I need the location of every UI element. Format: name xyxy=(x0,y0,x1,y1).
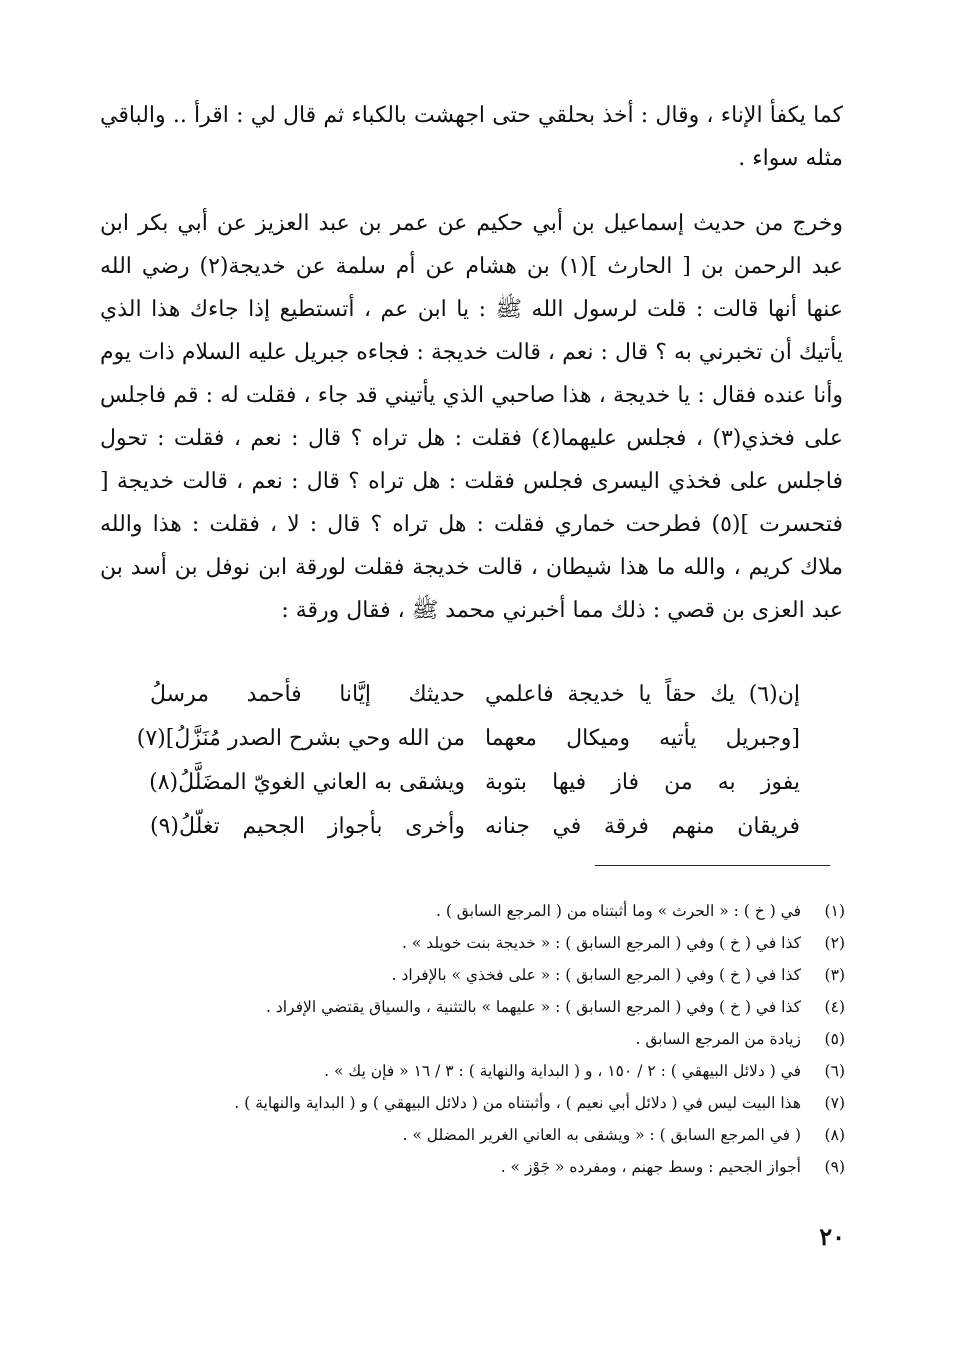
footnote-text: أجواز الجحيم : وسط جهنم ، ومفرده « جَوْز » . xyxy=(500,1158,801,1176)
footnote-number: (٩) xyxy=(824,1158,845,1176)
footnote-number: (٨) xyxy=(824,1126,845,1144)
footnote-text: هذا البيت ليس في ( دلائل أبي نعيم ) ، وأثبتناه من ( دلائل البيهقي ) و ( البداية والنهاية ) . xyxy=(234,1094,801,1112)
footnote-number: (٢) xyxy=(824,934,845,952)
footnote-2 xyxy=(130,927,845,959)
verse-2-first-hemistich: [وجبريل يأتيه وميكال معهما xyxy=(485,726,800,751)
page-number: ٢٠ xyxy=(819,1222,845,1251)
footnote-number: (٥) xyxy=(824,1030,845,1048)
footnote-3 xyxy=(130,959,845,991)
verse-3 xyxy=(150,761,800,805)
verse-1 xyxy=(150,673,800,717)
footnote-8 xyxy=(130,1119,845,1151)
verse-3-first-hemistich: يفوز به من فاز فيها بتوبة xyxy=(485,770,800,795)
footnote-number: (٦) xyxy=(824,1062,845,1080)
verse-2-second-hemistich: من الله وحي بشرح الصدر مُنَزَّلُ](٧) xyxy=(136,726,465,751)
poem xyxy=(136,673,800,849)
footnote-number: (٤) xyxy=(824,998,845,1016)
footnote-number: (٣) xyxy=(824,966,845,984)
footnote-text: في ( خ ) : « الحرث » وما أثبتناه من ( المرجع السابق ) . xyxy=(435,902,801,920)
main-text xyxy=(100,94,843,632)
footnote-9 xyxy=(130,1151,845,1183)
footnote-text: زيادة من المرجع السابق . xyxy=(635,1030,801,1048)
footnote-number: (١) xyxy=(824,902,845,920)
footnote-1 xyxy=(130,895,845,927)
footnote-text: كذا في ( خ ) وفي ( المرجع السابق ) : « عليهما » بالتثنية ، والسياق يقتضي الإفراد . xyxy=(265,998,801,1016)
verse-4-second-hemistich: وأخرى بأجواز الجحيم تغلّلُ(٩) xyxy=(150,814,465,839)
paragraph-2: وخرج من حديث إسماعيل بن أبي حكيم عن عمر بن عبد العزيز عن أبي بكر ابن عبد الرحمن بن [ الحارث ](١) بن هشام عن أم سلمة عن خديجة(٢) رضي الله عنها أنها قالت : قلت لرسول الله ﷺ : يا ابن عم ، أتستطيع إذا جاءك هذا الذي يأتيك أن تخبرني به ؟ قال : نعم ، قالت خديجة : فجاءه جبريل عليه السلام ذات يوم وأنا عنده فقال : يا خديجة ، هذا صاحبي الذي يأتيني قد جاء ، فقلت له : قم فاجلس على فخذي(٣) ، فجلس عليهما(٤) فقلت : هل تراه ؟ قال : نعم ، فقلت : تحول فاجلس على فخذي اليسرى فجلس فقلت : هل تراه ؟ قال : نعم ، قالت خديجة [ فتحسرت ](٥) فطرحت خماري فقلت : هل تراه ؟ قال : لا ، فقلت : هذا والله ملاك كريم ، والله ما هذا شيطان ، قالت خديجة فقلت لورقة ابن نوفل بن أسد بن عبد العزى بن قصي : ذلك مما أخبرني محمد ﷺ ، فقال ورقة : xyxy=(100,211,844,623)
footnote-text: ( في المرجع السابق ) : « ويشقى به العاني الغرير المضلل » . xyxy=(402,1126,801,1144)
footnotes xyxy=(130,895,845,1183)
verse-2 xyxy=(136,717,800,761)
footnote-6 xyxy=(130,1055,845,1087)
footnote-number: (٧) xyxy=(824,1094,845,1112)
verse-4-first-hemistich: فريقان منهم فرقة في جنانه xyxy=(485,814,800,839)
footnote-7 xyxy=(130,1087,845,1119)
verse-3-second-hemistich: ويشقى به العاني الغويّ المضَلَّلُ(٨) xyxy=(149,770,465,795)
footnote-5 xyxy=(130,1023,845,1055)
verse-4 xyxy=(150,805,800,849)
footnote-text: كذا في ( خ ) وفي ( المرجع السابق ) : « على فخذي » بالإفراد . xyxy=(391,966,801,984)
footnote-text: في ( دلائل البيهقي ) : ٢ / ١٥٠ ، و ( البداية والنهاية ) : ٣ / ١٦ « فإن يك » . xyxy=(324,1062,801,1080)
verse-1-first-hemistich: إن(٦) يك حقاً يا خديجة فاعلمي xyxy=(485,682,800,707)
verse-1-second-hemistich: حديثك إيَّانا فأحمد مرسلُ xyxy=(150,682,465,707)
footnote-text: كذا في ( خ ) وفي ( المرجع السابق ) : « خديجة بنت خويلد » . xyxy=(401,934,801,952)
footnote-4 xyxy=(130,991,845,1023)
footnote-separator xyxy=(595,865,830,866)
paragraph-1: كما يكفأ الإناء ، وقال : أخذ بحلقي حتى اجهشت بالكباء ثم قال لي : اقرأ .. والباقي مثله سواء . xyxy=(100,103,843,171)
